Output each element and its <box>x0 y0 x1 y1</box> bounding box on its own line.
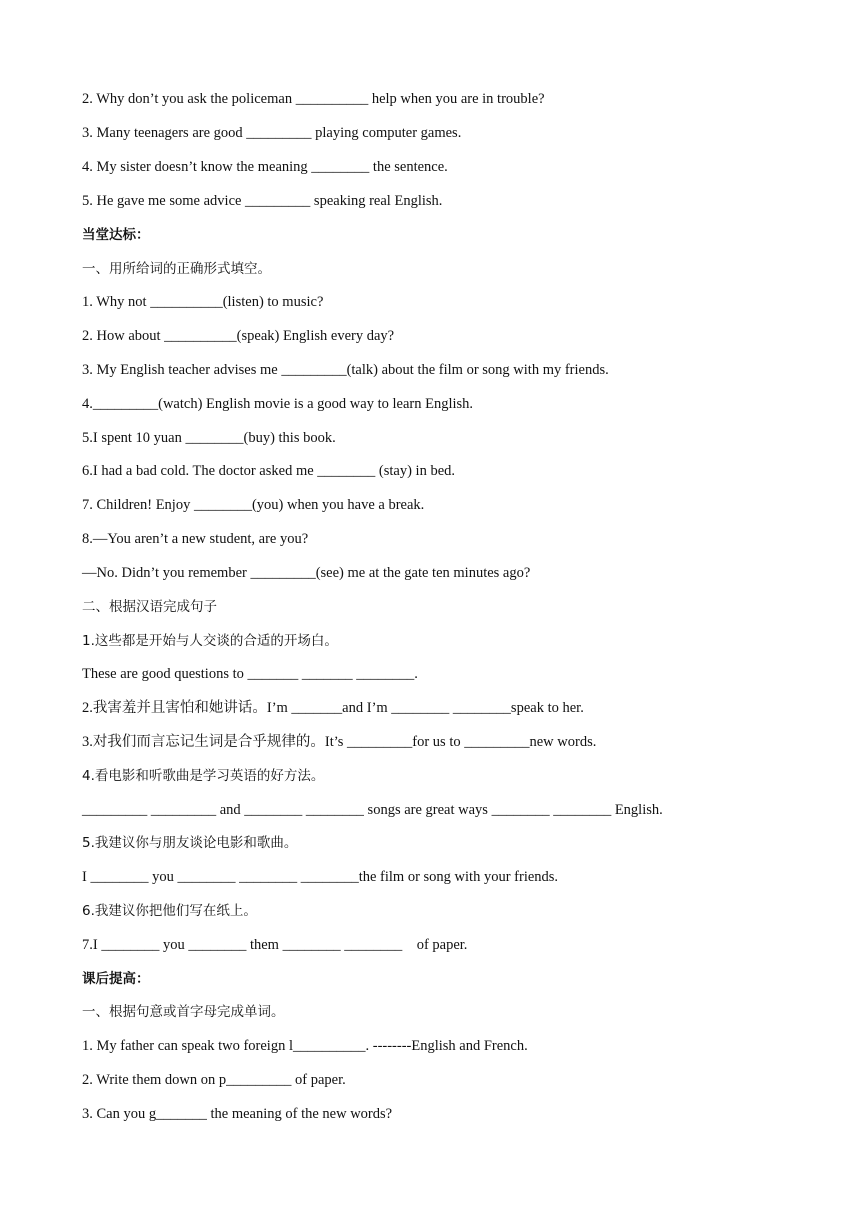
question-line: 3.对我们而言忘记生词是合乎规律的。It’s _________for us to _________new words. <box>82 734 597 750</box>
question-line: 7. Children! Enjoy ________(you) when you have a break. <box>82 497 425 513</box>
question-line: I ________ you ________ ________ ________the film or song with your friends. <box>82 869 559 885</box>
instruction-line: 一、用所给词的正确形式填空。 <box>82 261 271 277</box>
question-line: 2. How about __________(speak) English every day? <box>82 328 395 344</box>
prompt-line: 1.这些都是开始与人交谈的合适的开场白。 <box>82 633 338 649</box>
question-line: 4._________(watch) English movie is a good way to learn English. <box>82 396 474 412</box>
section-heading: 课后提高： <box>82 971 150 987</box>
section-heading: 当堂达标： <box>82 227 150 243</box>
question-line: _________ _________ and ________ ________ songs are great ways ________ ________ English. <box>82 802 663 818</box>
instruction-line: 一、根据句意或首字母完成单词。 <box>82 1004 285 1020</box>
question-line: 6.I had a bad cold. The doctor asked me ________ (stay) in bed. <box>82 463 456 479</box>
question-line: 3. Can you g_______ the meaning of the new words? <box>82 1106 393 1122</box>
question-line: 5. He gave me some advice _________ speaking real English. <box>82 193 443 209</box>
question-line: 3. Many teenagers are good _________ playing computer games. <box>82 125 462 141</box>
question-line: —No. Didn’t you remember _________(see) me at the gate ten minutes ago? <box>82 565 531 581</box>
prompt-line: 6.我建议你把他们写在纸上。 <box>82 903 257 919</box>
instruction-line: 二、根据汉语完成句子 <box>82 599 217 615</box>
question-line: 2. Write them down on p_________ of paper. <box>82 1072 346 1088</box>
question-line: 5.I spent 10 yuan ________(buy) this book. <box>82 430 336 446</box>
question-line: 3. My English teacher advises me _________(talk) about the film or song with my friends. <box>82 362 609 378</box>
question-line: 1. Why not __________(listen) to music? <box>82 294 324 310</box>
question-line: 2.我害羞并且害怕和她讲话。I’m _______and I’m ________ ________speak to her. <box>82 700 584 716</box>
question-line: 4. My sister doesn’t know the meaning ________ the sentence. <box>82 159 448 175</box>
question-line: 1. My father can speak two foreign l__________. --------English and French. <box>82 1038 528 1054</box>
question-line: 7.I ________ you ________ them ________ ________ of paper. <box>82 937 468 953</box>
question-line: 8.—You aren’t a new student, are you? <box>82 531 309 547</box>
question-line: These are good questions to _______ _______ ________. <box>82 666 418 682</box>
prompt-line: 4.看电影和听歌曲是学习英语的好方法。 <box>82 768 325 784</box>
prompt-line: 5.我建议你与朋友谈论电影和歌曲。 <box>82 835 298 851</box>
question-line: 2. Why don’t you ask the policeman __________ help when you are in trouble? <box>82 91 545 107</box>
